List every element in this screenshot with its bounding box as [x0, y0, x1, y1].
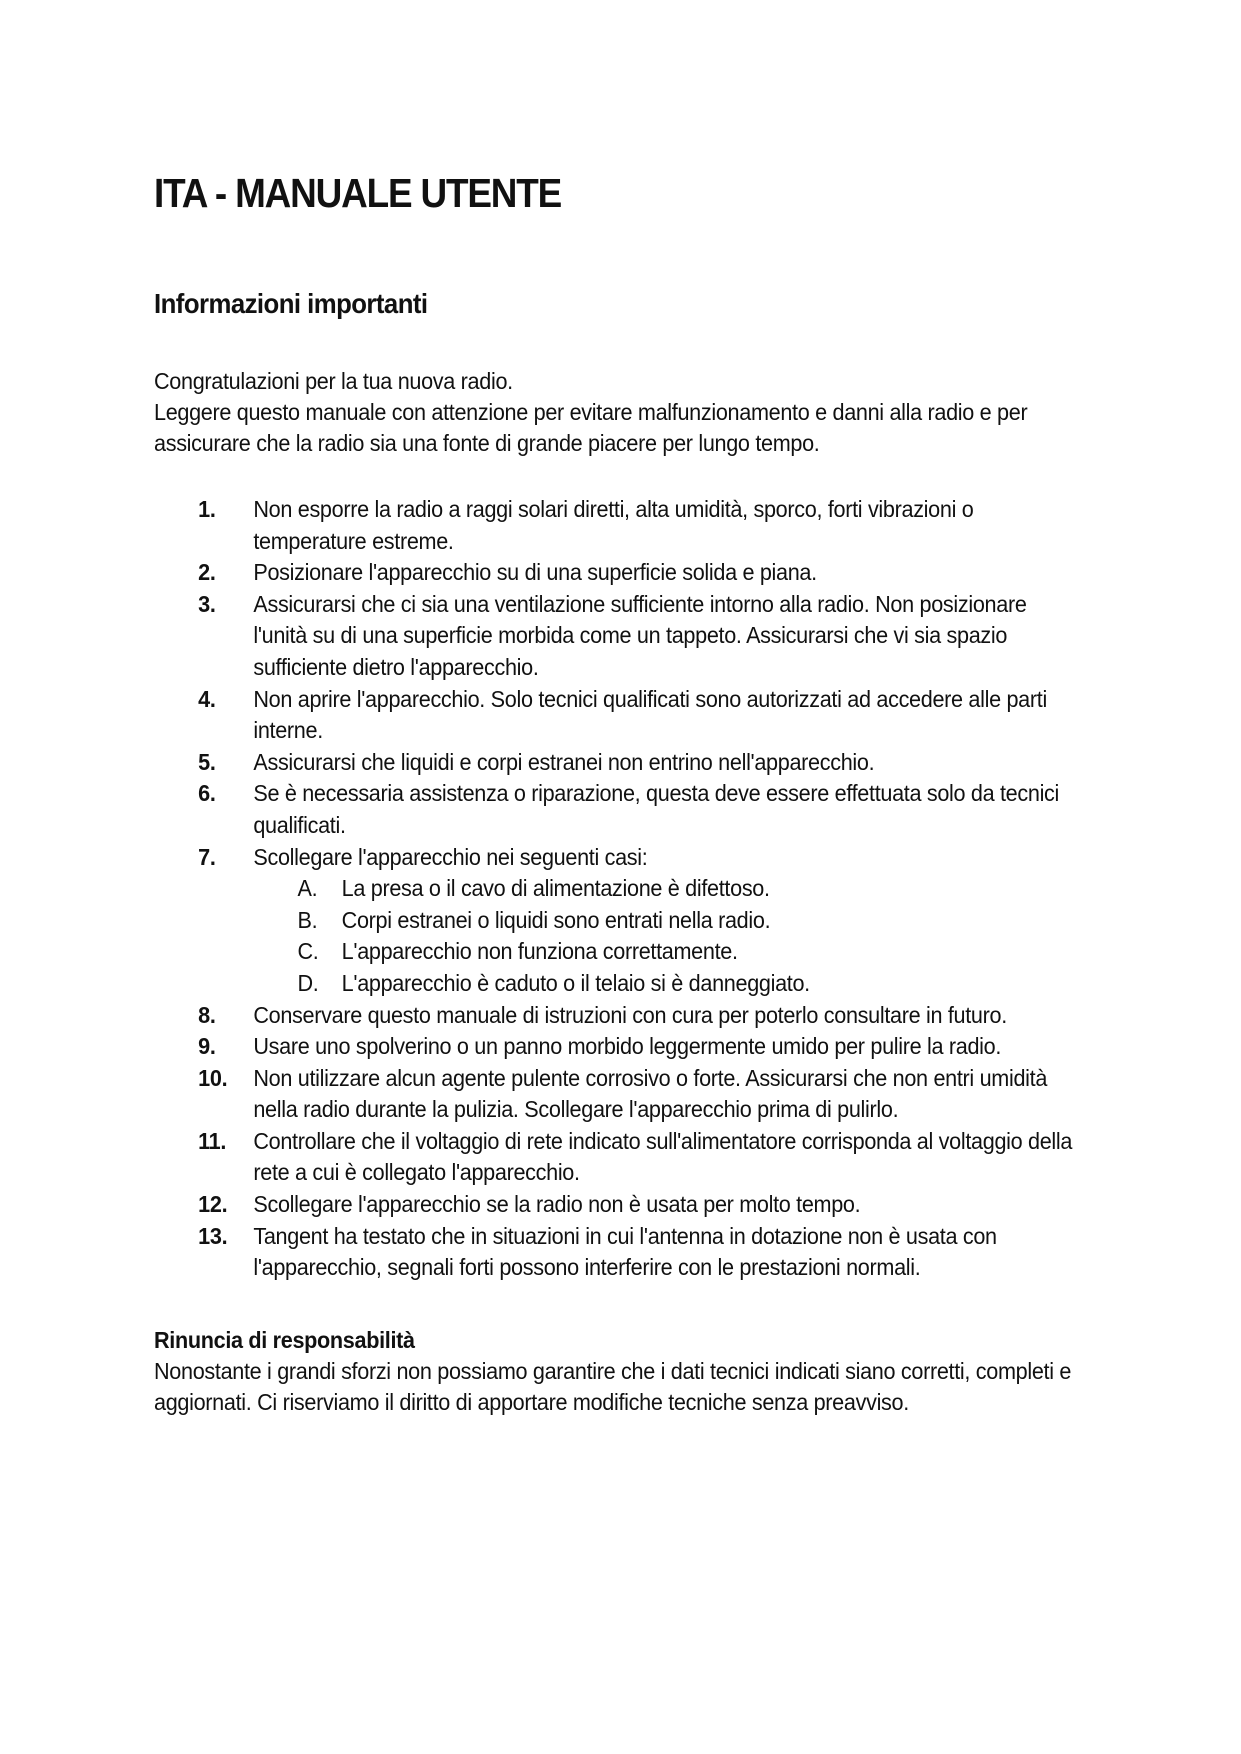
list-item	[154, 589, 1074, 684]
item-number: 6.	[198, 780, 216, 807]
item-number: 1.	[198, 496, 216, 522]
sub-item-text: L'apparecchio è caduto o il telaio si è danneggiato.	[341, 969, 810, 996]
list-item	[154, 557, 1074, 589]
item-text: Posizionare l'apparecchio su di una superficie solida e piana.	[253, 559, 817, 586]
sub-item-letter: D.	[297, 969, 319, 996]
item-text: Conservare questo manuale di istruzioni con cura per poterlo consultare in futuro.	[253, 1001, 1007, 1028]
item-number: 12.	[198, 1191, 228, 1218]
safety-instructions-list	[154, 494, 1074, 1284]
list-item	[154, 747, 1074, 779]
document-title: ITA - MANUALE UTENTE	[154, 170, 562, 216]
sub-item-text: L'apparecchio non funziona correttamente.	[341, 938, 738, 965]
item-text: Se è necessaria assistenza o riparazione, questa deve essere effettuata solo da tecnici qualificati.	[253, 780, 1060, 838]
sub-item-letter: A.	[297, 875, 318, 902]
item-number: 4.	[198, 685, 216, 712]
item-text: Controllare che il voltaggio di rete indicato sull'alimentatore corrisponda al voltaggio della rete a cui è collegato l'apparecchio.	[253, 1127, 1073, 1186]
list-item	[154, 1031, 1074, 1063]
list-item	[154, 778, 1074, 841]
item-text: Usare uno spolverino o un panno morbido leggermente umido per pulire la radio.	[253, 1033, 1002, 1060]
list-item	[154, 1063, 1074, 1126]
item-number: 3.	[198, 590, 216, 617]
intro-line-2: Leggere questo manuale con attenzione per evitare malfunzionamento e danni alla radio e per assicurare che la radio sia una fonte di grande piacere per lungo tempo.	[154, 399, 1028, 456]
sub-item-letter: B.	[297, 906, 318, 933]
list-item	[154, 1189, 1074, 1221]
item-text: Scollegare l'apparecchio nei seguenti casi:	[253, 843, 648, 870]
sub-item-letter: C.	[297, 938, 319, 965]
intro-line-1: Congratulazioni per la tua nuova radio.	[154, 368, 513, 394]
sublist-item	[253, 873, 1074, 905]
item-text: Non utilizzare alcun agente pulente corrosivo o forte. Assicurarsi che non entri umidità nella radio durante la pulizia. Scollegare l'apparecchio prima di pulirlo.	[253, 1064, 1048, 1123]
item-text: Assicurarsi che liquidi e corpi estranei non entrino nell'apparecchio.	[253, 748, 875, 775]
sub-item-text: Corpi estranei o liquidi sono entrati nella radio.	[341, 906, 771, 933]
intro-block	[154, 366, 1074, 459]
disclaimer-text: Nonostante i grandi sforzi non possiamo garantire che i dati tecnici indicati siano corretti, completi e aggiornati. Ci riserviamo il diritto di apportare modifiche tecniche senza preavviso.	[154, 1358, 1072, 1415]
sublist-item	[253, 905, 1074, 937]
item-number: 9.	[198, 1033, 216, 1060]
list-item	[154, 1221, 1074, 1284]
list-item	[154, 1000, 1074, 1032]
list-item	[154, 842, 1074, 1000]
item-number: 10.	[198, 1064, 228, 1091]
item-number: 2.	[198, 559, 216, 586]
disclaimer-block	[154, 1325, 1074, 1418]
item-number: 7.	[198, 843, 216, 870]
list-item	[154, 684, 1074, 747]
item-number: 11.	[198, 1127, 227, 1154]
list-item	[154, 494, 1074, 557]
item-text: Tangent ha testato che in situazioni in cui l'antenna in dotazione non è usata con l'apparecchio, segnali forti possono interferire con le prestazioni normali.	[253, 1222, 997, 1281]
disconnect-cases-sublist	[253, 873, 1074, 999]
list-item	[154, 1126, 1074, 1189]
section-heading: Informazioni importanti	[154, 288, 428, 319]
item-text: Non esporre la radio a raggi solari diretti, alta umidità, sporco, forti vibrazioni o temperature estreme.	[253, 496, 974, 554]
sublist-item	[253, 968, 1074, 1000]
item-text: Scollegare l'apparecchio se la radio non è usata per molto tempo.	[253, 1191, 861, 1218]
item-number: 13.	[198, 1222, 228, 1249]
item-text: Non aprire l'apparecchio. Solo tecnici qualificati sono autorizzati ad accedere alle parti interne.	[253, 685, 1047, 744]
sub-item-text: La presa o il cavo di alimentazione è difettoso.	[341, 875, 770, 902]
item-text: Assicurarsi che ci sia una ventilazione sufficiente intorno alla radio. Non posizionare l'unità su di una superficie morbida come un tappeto. Assicurarsi che vi sia spazio sufficiente dietro l'apparecchio.	[253, 590, 1027, 680]
item-number: 8.	[198, 1001, 216, 1028]
sublist-item	[253, 936, 1074, 968]
item-number: 5.	[198, 748, 216, 775]
disclaimer-title: Rinuncia di responsabilità	[154, 1327, 415, 1353]
